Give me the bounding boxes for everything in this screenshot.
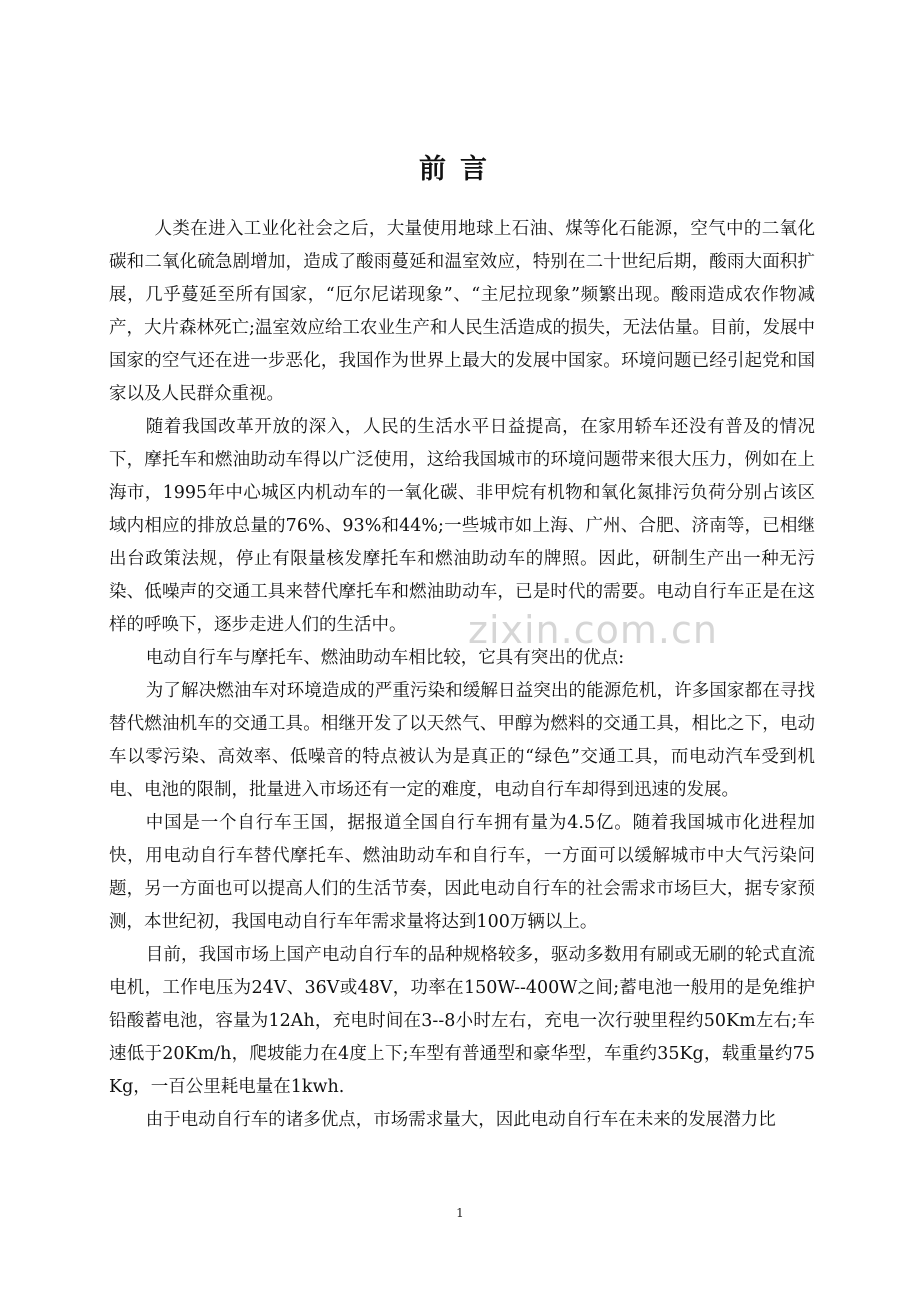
paragraph: 中国是一个自行车王国，据报道全国自行车拥有量为4.5亿。随着我国城市化进程加快，用电动自行车替代摩托车、燃油助动车和自行车，一方面可以缓解城市中大气污染问题，另一方面也可以提高人们的生活节奏，因此电动自行车的社会需求市场巨大，据专家预测，本世纪初，我国电动自行车年需求量将达到100万辆以上。	[109, 813, 815, 932]
body-text	[109, 213, 815, 1137]
paragraph: 人类在进入工业化社会之后，大量使用地球上石油、煤等化石能源，空气中的二氧化碳和二氧化硫急剧增加，造成了酸雨蔓延和温室效应，特别在二十世纪后期，酸雨大面积扩展，几乎蔓延至所有国家，“厄尔尼诺现象”、“主尼拉现象”频繁出现。酸雨造成农作物减产，大片森林死亡;温室效应给工农业生产和人民生活造成的损失，无法估量。目前，发展中国家的空气还在进一步恶化，我国作为世界上最大的发展中国家。环境问题已经引起党和国家以及人民群众重视。	[109, 219, 815, 404]
paragraph: 为了解决燃油车对环境造成的严重污染和缓解日益突出的能源危机，许多国家都在寻找替代燃油机车的交通工具。相继开发了以天然气、甲醇为燃料的交通工具，相比之下，电动车以零污染、高效率、低噪音的特点被认为是真正的“绿色”交通工具，而电动汽车受到机电、电池的限制，批量进入市场还有一定的难度，电动自行车却得到迅速的发展。	[109, 681, 815, 800]
page-title: 前言	[419, 154, 501, 185]
watermark: zixin.com.cn	[468, 608, 718, 652]
paragraph: 由于电动自行车的诸多优点，市场需求量大，因此电动自行车在未来的发展潜力比	[145, 1110, 776, 1130]
page-number: 1	[456, 1206, 464, 1220]
paragraph: 随着我国改革开放的深入，人民的生活水平日益提高，在家用轿车还没有普及的情况下，摩托车和燃油助动车得以广泛使用，这给我国城市的环境问题带来很大压力，例如在上海市，1995年中心城区内机动车的一氧化碳、非甲烷有机物和氧化氮排污负荷分别占该区域内相应的排放总量的76%、93%和44%;一些城市如上海、广州、合肥、济南等，已相继出台政策法规，停止有限量核发摩托车和燃油助动车的牌照。因此，研制生产出一种无污染、低噪声的交通工具来替代摩托车和燃油助动车，已是时代的需要。电动自行车正是在这样的呼唤下，逐步走进人们的生活中。	[109, 417, 815, 635]
paragraph: 目前，我国市场上国产电动自行车的品种规格较多，驱动多数用有刷或无刷的轮式直流电机，工作电压为24V、36V或48V，功率在150W--400W之间;蓄电池一般用的是免维护铅酸蓄电池，容量为12Ah，充电时间在3--8小时左右，充电一次行驶里程约50Km左右;车速低于20Km/h，爬坡能力在4度上下;车型有普通型和豪华型，车重约35Kg，载重量约75Kg，一百公里耗电量在1kwh.	[109, 945, 815, 1097]
paragraph: 电动自行车与摩托车、燃油助动车相比较，它具有突出的优点:	[145, 648, 625, 668]
